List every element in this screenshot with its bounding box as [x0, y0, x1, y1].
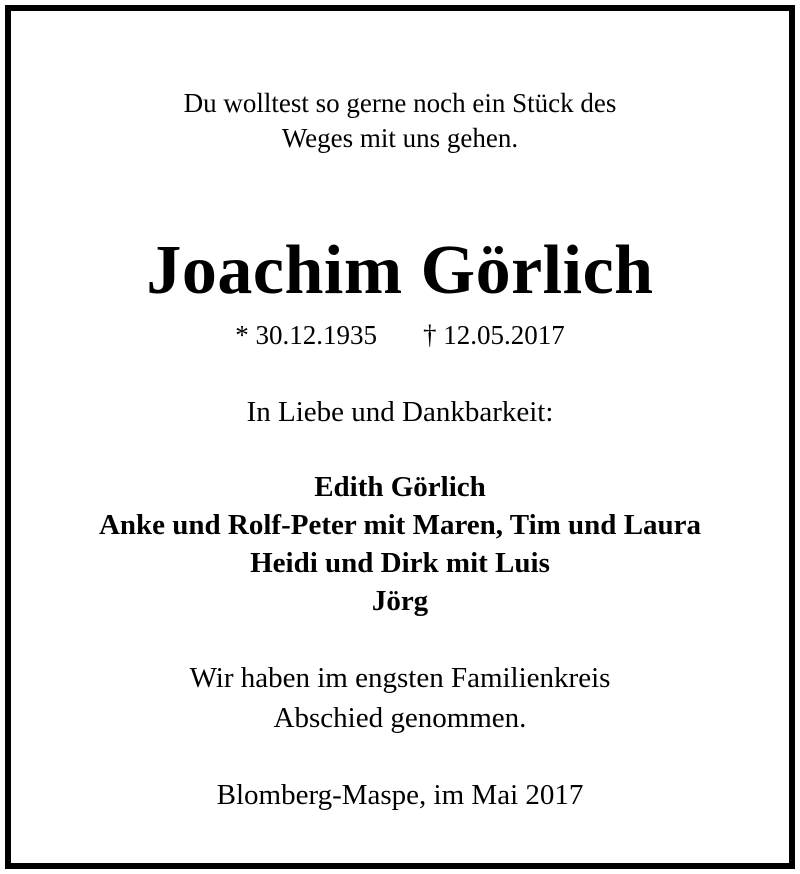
mourner-1: Edith Görlich — [314, 471, 486, 503]
place-date: Blomberg-Maspe, im Mai 2017 — [216, 779, 584, 811]
death-date: † 12.05.2017 — [423, 320, 565, 350]
birth-date: * 30.12.1935 — [235, 320, 377, 350]
deceased-name: Joachim Görlich — [146, 232, 654, 309]
mourner-3: Heidi und Dirk mit Luis — [250, 547, 550, 579]
obituary-frame — [5, 5, 795, 869]
mourner-2: Anke und Rolf-Peter mit Maren, Tim und Laura — [98, 509, 702, 541]
verse-line-1: Du wolltest so gerne noch ein Stück des — [183, 88, 617, 118]
dedication-line: In Liebe und Dankbarkeit: — [246, 396, 554, 428]
notice-line-2: Abschied genommen. — [273, 702, 527, 734]
mourner-4: Jörg — [371, 585, 429, 617]
verse-line-2: Weges mit uns gehen. — [281, 123, 519, 153]
notice-line-1: Wir haben im engsten Familienkreis — [189, 662, 611, 694]
life-dates — [11, 319, 789, 351]
